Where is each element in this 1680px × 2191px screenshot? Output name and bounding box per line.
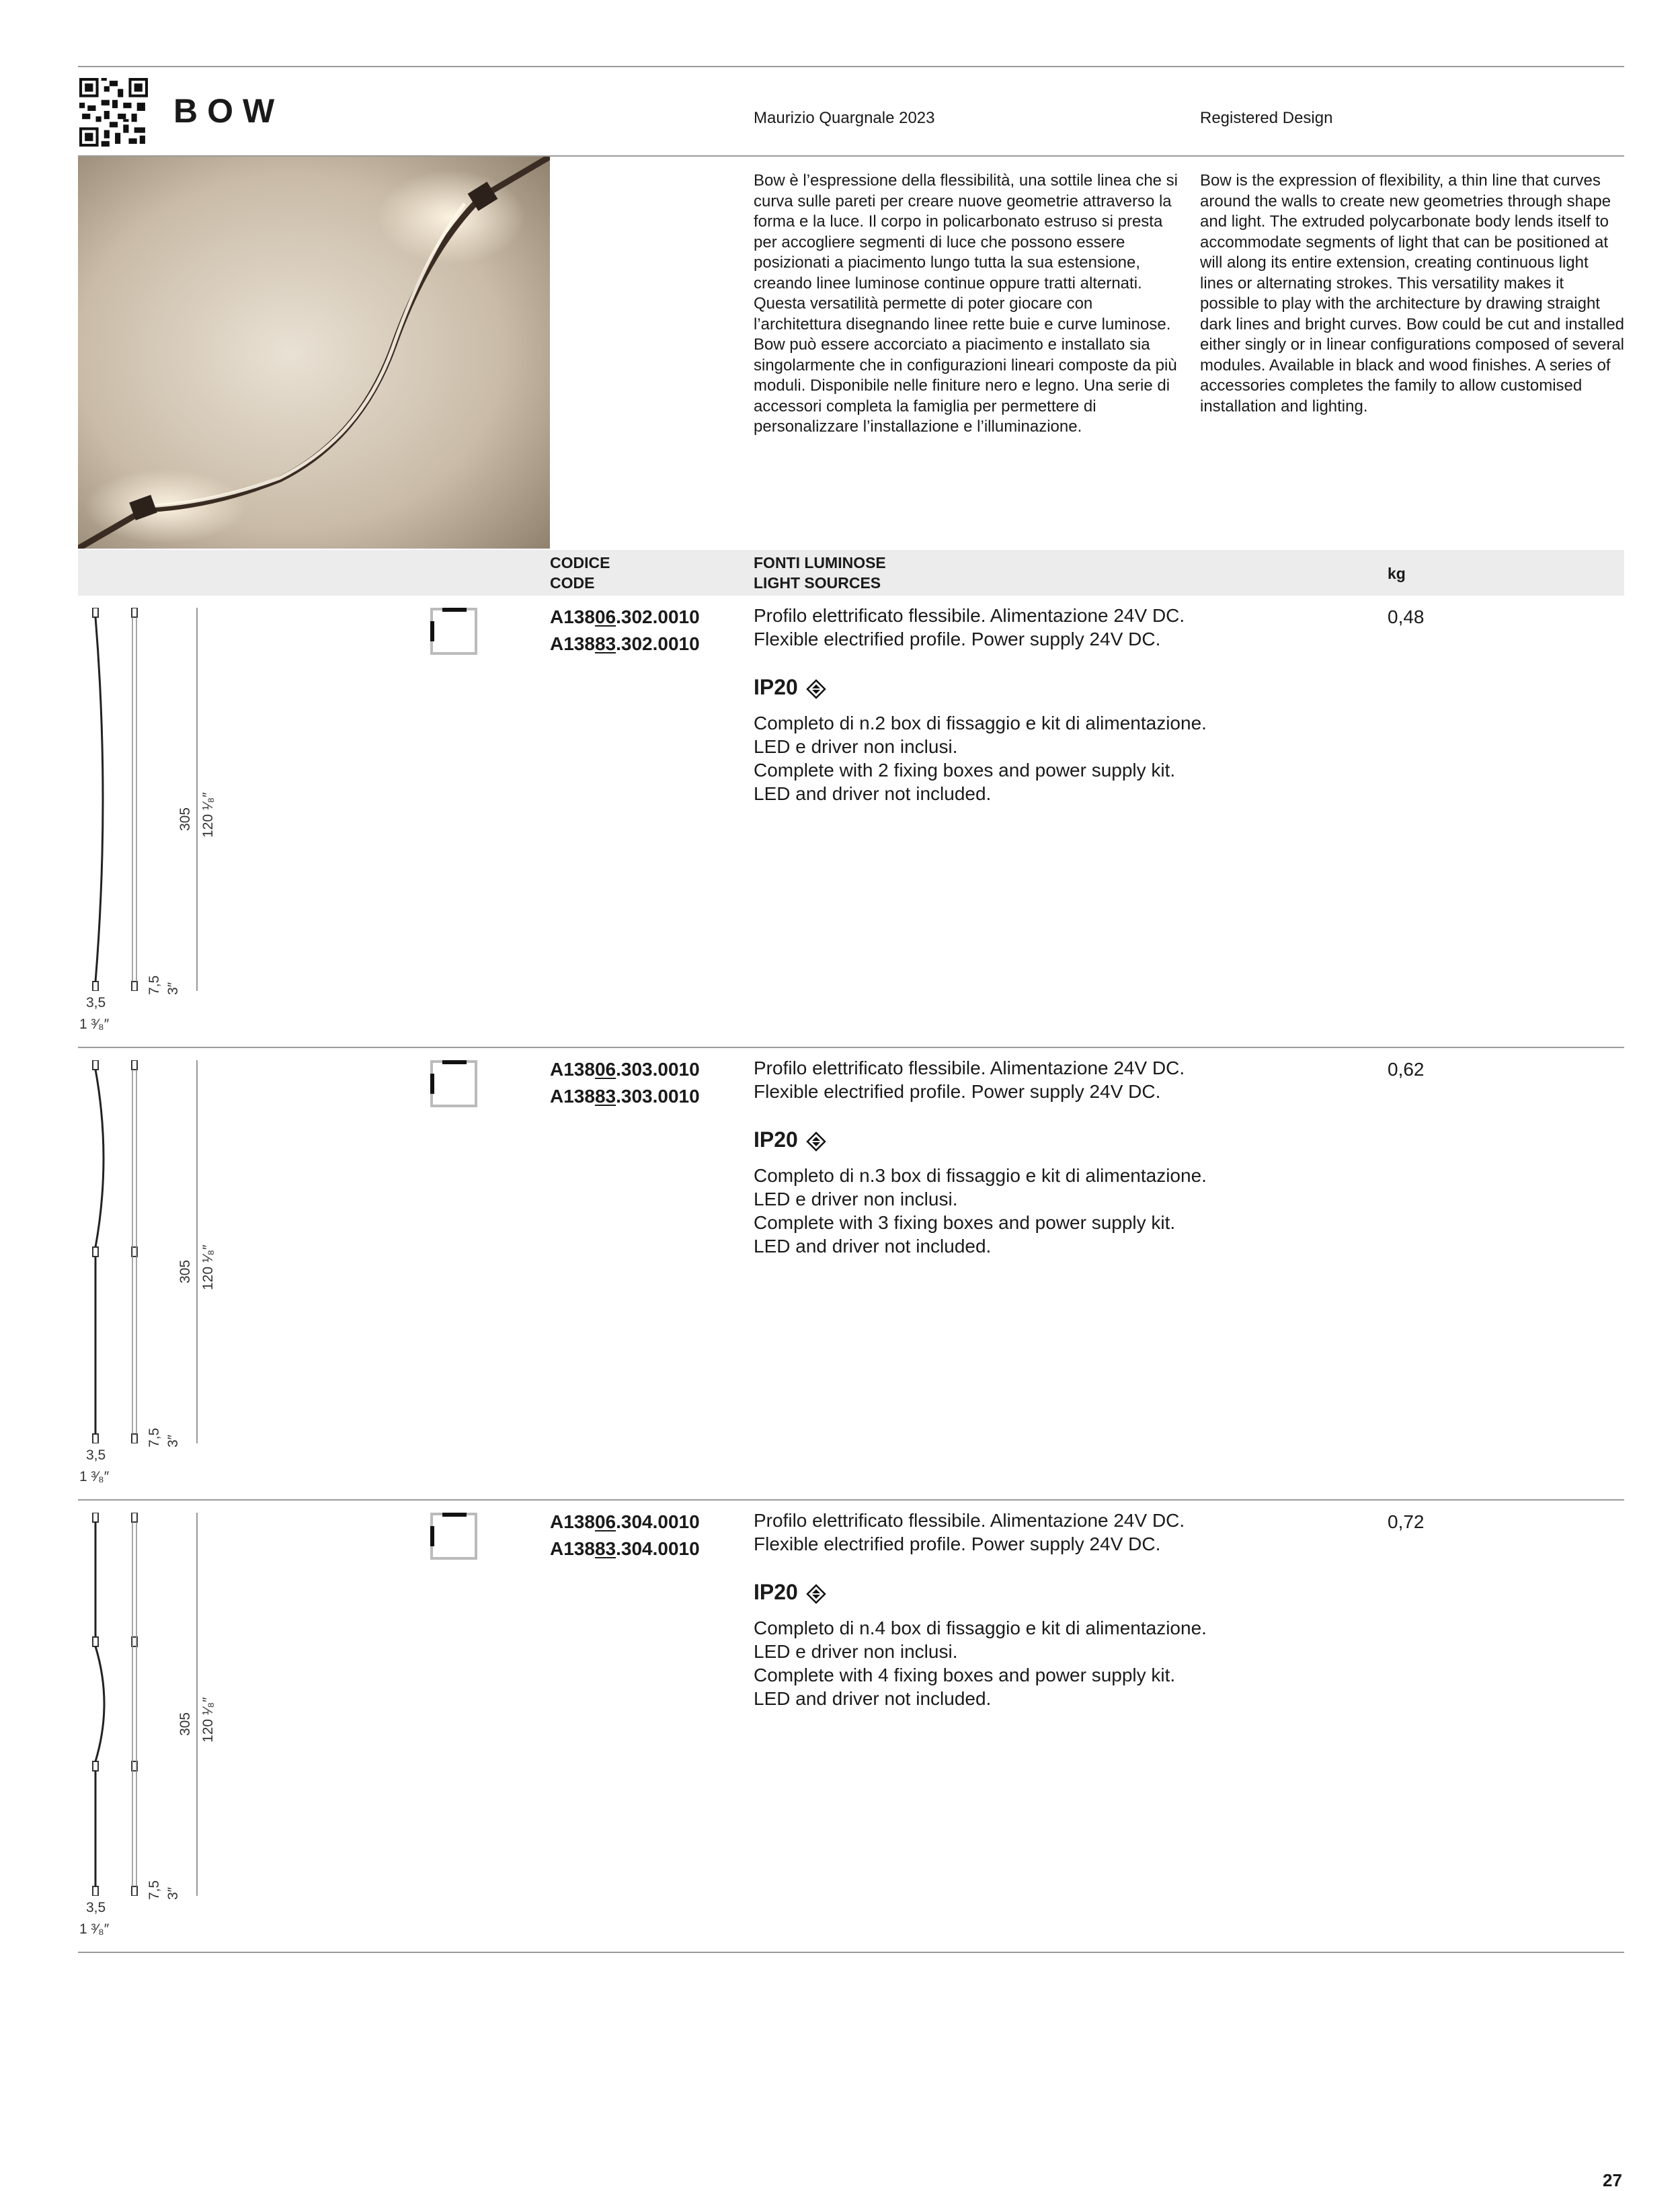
top-rule [78, 66, 1624, 67]
profile-diagram-4-boxes [74, 1513, 215, 1896]
length-mm: 305 [177, 1712, 193, 1736]
section-profile-icon [430, 608, 477, 655]
length-mm: 305 [177, 807, 193, 831]
profile-diagram-3-boxes [74, 1060, 215, 1443]
width-mm: 3,5 [86, 1447, 106, 1463]
weight: 0,48 [1388, 606, 1425, 627]
registered-design: Registered Design [1200, 109, 1333, 127]
length-mm: 305 [177, 1259, 193, 1283]
qr-code-icon[interactable] [79, 78, 148, 147]
ip-rating: IP20 [754, 675, 826, 700]
product-codes: A13806.303.0010 A13883.303.0010 [550, 1059, 700, 1107]
light-source-desc: Profilo elettrificato flessibile. Alimentazione 24V DC. Flexible electrified profile. Power supply 24V DC. [754, 1510, 1185, 1554]
col-weight: kg [1388, 565, 1406, 582]
depth-mm: 7,5 [147, 975, 162, 995]
bottom-rule [78, 1952, 1624, 1953]
notes: Completo di n.2 box di fissaggio e kit di alimentazione. LED e driver non inclusi. Complete with 2 fixing boxes and power supply kit. LED and driver not included. [754, 713, 1207, 804]
description-en: Bow is the expression of flexibility, a thin line that curves around the walls to create new geometries through shape and light. The extruded polycarbonate body lends itself to accommodate segments of light that can be positioned at will along its entire extension, creating continuous light lines or alternating strokes. This versatility makes it possible to play with the architecture by drawing straight dark lines and bright curves. Bow could be cut and installed either singly or in linear configurations composed of several modules. Available in black and wood finishes. A series of accessories completes the family to allow customised installation and lighting. [1200, 171, 1625, 415]
product-photo [78, 157, 550, 549]
col-light-sources: FONTI LUMINOSE LIGHT SOURCES [754, 554, 886, 592]
ip-rating: IP20 [754, 1580, 826, 1605]
width-in: 1 ³⁄₈″ [79, 1469, 110, 1484]
profile-diagram-2-boxes [74, 608, 215, 991]
depth-in: 3″ [165, 1434, 181, 1447]
section-profile-icon [430, 1513, 477, 1560]
ip-diamond-icon [806, 1131, 826, 1152]
width-mm: 3,5 [86, 1900, 106, 1915]
ip-diamond-icon [806, 679, 826, 699]
table-row [0, 1501, 1680, 1952]
product-codes: A13806.304.0010 A13883.304.0010 [550, 1511, 700, 1559]
product-title: BOW [173, 92, 284, 130]
table-row [0, 1048, 1680, 1500]
designer-credit: Maurizio Quargnale 2023 [754, 109, 935, 127]
depth-in: 3″ [165, 1886, 181, 1900]
width-in: 1 ³⁄₈″ [79, 1921, 110, 1937]
length-in: 120 ¹⁄₈″ [200, 1697, 216, 1743]
light-source-desc: Profilo elettrificato flessibile. Alimentazione 24V DC. Flexible electrified profile. Power supply 24V DC. [754, 1058, 1185, 1102]
notes: Completo di n.3 box di fissaggio e kit di alimentazione. LED e driver non inclusi. Complete with 3 fixing boxes and power supply kit. LED and driver not included. [754, 1165, 1207, 1257]
section-profile-icon [430, 1060, 477, 1107]
ip-diamond-icon [806, 1584, 826, 1604]
table-row [0, 596, 1680, 1047]
width-in: 1 ³⁄₈″ [79, 1017, 110, 1032]
ip-rating: IP20 [754, 1127, 826, 1152]
depth-in: 3″ [165, 982, 181, 995]
width-mm: 3,5 [86, 995, 106, 1010]
page-number: 27 [1603, 2170, 1622, 2190]
weight: 0,62 [1388, 1059, 1425, 1080]
length-in: 120 ¹⁄₈″ [200, 792, 216, 838]
depth-mm: 7,5 [147, 1427, 162, 1447]
depth-mm: 7,5 [147, 1880, 162, 1900]
notes: Completo di n.4 box di fissaggio e kit di alimentazione. LED e driver non inclusi. Complete with 4 fixing boxes and power supply kit. LED and driver not included. [754, 1618, 1207, 1709]
product-codes: A13806.302.0010 A13883.302.0010 [550, 606, 700, 654]
weight: 0,72 [1388, 1511, 1425, 1532]
description-it: Bow è l’espressione della flessibilità, una sottile linea che si curva sulle pareti per creare nuove geometrie attraverso la forma e la luce. Il corpo in policarbonato estruso si presta per accogliere segmenti di luce che possono essere posizionati a piacimento lungo tutta la sua estensione, creando linee luminose continue oppure tratti alternati. Questa versatilità permette di poter giocare con l’architettura disegnando linee rette buie e curve luminose. Bow può essere accorciato a piacimento e installato sia singolarmente che in configurazioni lineari composte da più moduli. Disponibile nelle finiture nero e legno. Una serie di accessori completa la famiglia per permettere di personalizzare l’installazione e l’illuminazione. [754, 171, 1178, 436]
length-in: 120 ¹⁄₈″ [200, 1244, 216, 1290]
col-code: CODICE CODE [550, 554, 610, 592]
light-source-desc: Profilo elettrificato flessibile. Alimentazione 24V DC. Flexible electrified profile. Power supply 24V DC. [754, 605, 1185, 649]
